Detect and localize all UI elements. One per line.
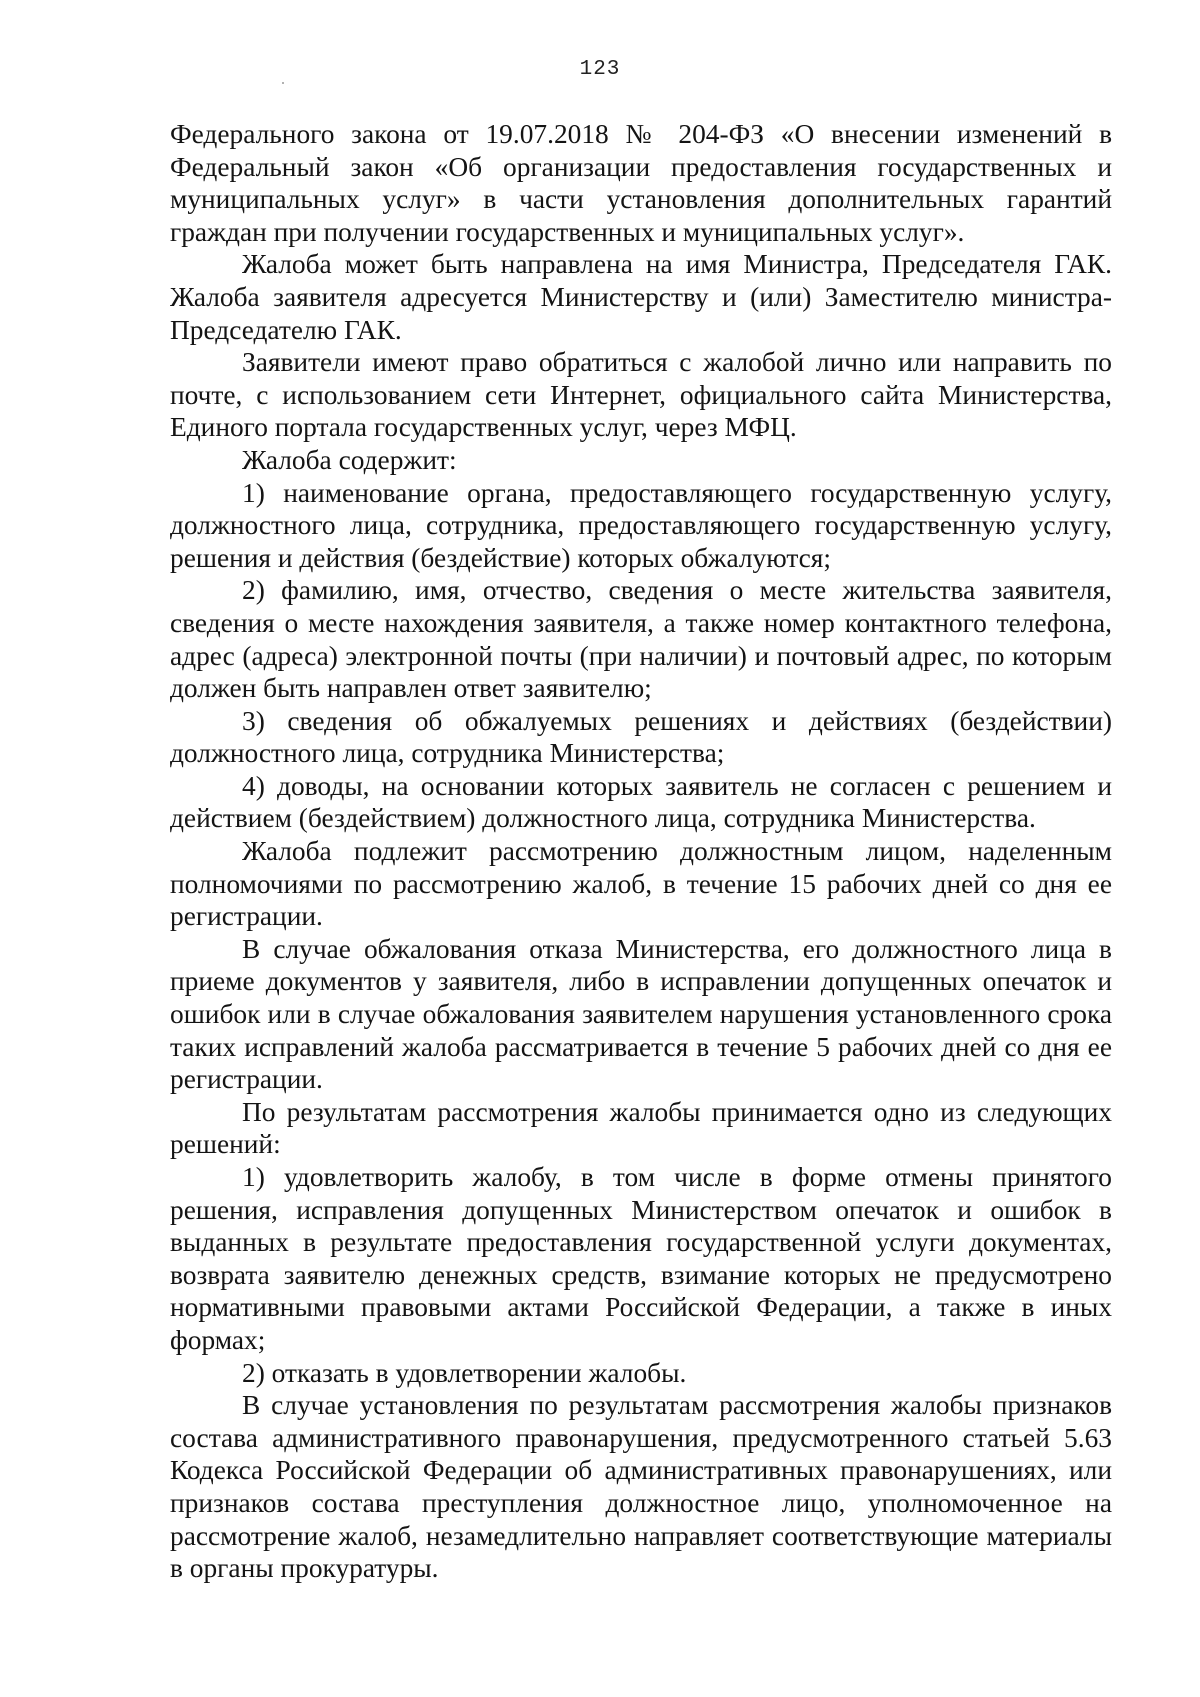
list-item-1: 1) наименование органа, предоставляющего государственную услугу, должностного лица, сотрудника, предоставляющего государственную услугу, решения и действия (бездействие) которых обжалуются;: [170, 477, 1112, 573]
page-number: 123: [579, 58, 621, 81]
paragraph-3: Заявители имеют право обратиться с жалобой лично или направить по почте, с использованием сети Интернет, официального сайта Министерства, Единого портала государственных услуг, через МФЦ.: [170, 347, 1112, 443]
list-item-2: 2) фамилию, имя, отчество, сведения о месте жительства заявителя, сведения о месте нахождения заявителя, а также номер контактного телефона, адрес (адреса) электронной почты (при наличии) и почтовый адрес, по которым должен быть направлен ответ заявителю;: [170, 575, 1112, 704]
paragraph-8: В случае установления по результатам рассмотрения жалобы признаков состава административного правонарушения, предусмотренного статьей 5.63 Кодекса Российской Федерации об административных правонарушениях, или признаков состава преступления должностное лицо, уполномоченное на рассмотрение жалоб, незамедлительно направляет соответствующие материалы в органы прокуратуры.: [170, 1390, 1112, 1584]
decision-item-2: 2) отказать в удовлетворении жалобы.: [242, 1357, 687, 1388]
decision-item-1: 1) удовлетворить жалобу, в том числе в форме отмены принятого решения, исправления допущенных Министерством опечаток и ошибок в выданных в результате предоставления государственной услуги документах, возврата заявителю денежных средств, взимание которых не предусмотрено нормативными правовыми актами Российской Федерации, а также в иных формах;: [170, 1162, 1112, 1355]
paragraph-1: Федерального закона от 19.07.2018 № 204-ФЗ «О внесении изменений в Федеральный закон «Об организации предоставления государственных и муниципальных услуг» в части установления дополнительных гарантий граждан при получении государственных и муниципальных услуг».: [170, 119, 1112, 247]
paragraph-5: Жалоба подлежит рассмотрению должностным лицом, наделенным полномочиями по рассмотрению жалоб, в течение 15 рабочих дней со дня ее регистрации.: [170, 836, 1112, 932]
paragraph-4: Жалоба содержит:: [242, 444, 457, 475]
paragraph-6: В случае обжалования отказа Министерства, его должностного лица в приеме документов у заявителя, либо в исправлении допущенных опечаток и ошибок или в случае обжалования заявителем нарушения установленного срока таких исправлений жалоба рассматривается в течение 5 рабочих дней со дня ее регистрации.: [170, 933, 1112, 1095]
paragraph-2: Жалоба может быть направлена на имя Министра, Председателя ГАК. Жалоба заявителя адресуется Министерству и (или) Заместителю министра-Председателю ГАК.: [170, 249, 1112, 345]
paragraph-7: По результатам рассмотрения жалобы принимается одно из следующих решений:: [170, 1096, 1112, 1160]
scan-speck: [282, 82, 284, 84]
document-body: [170, 118, 1112, 1585]
list-item-3: 3) сведения об обжалуемых решениях и действиях (бездействии) должностного лица, сотрудника Министерства;: [170, 705, 1112, 769]
list-item-4: 4) доводы, на основании которых заявитель не согласен с решением и действием (бездействием) должностного лица, сотрудника Министерства.: [170, 770, 1112, 834]
